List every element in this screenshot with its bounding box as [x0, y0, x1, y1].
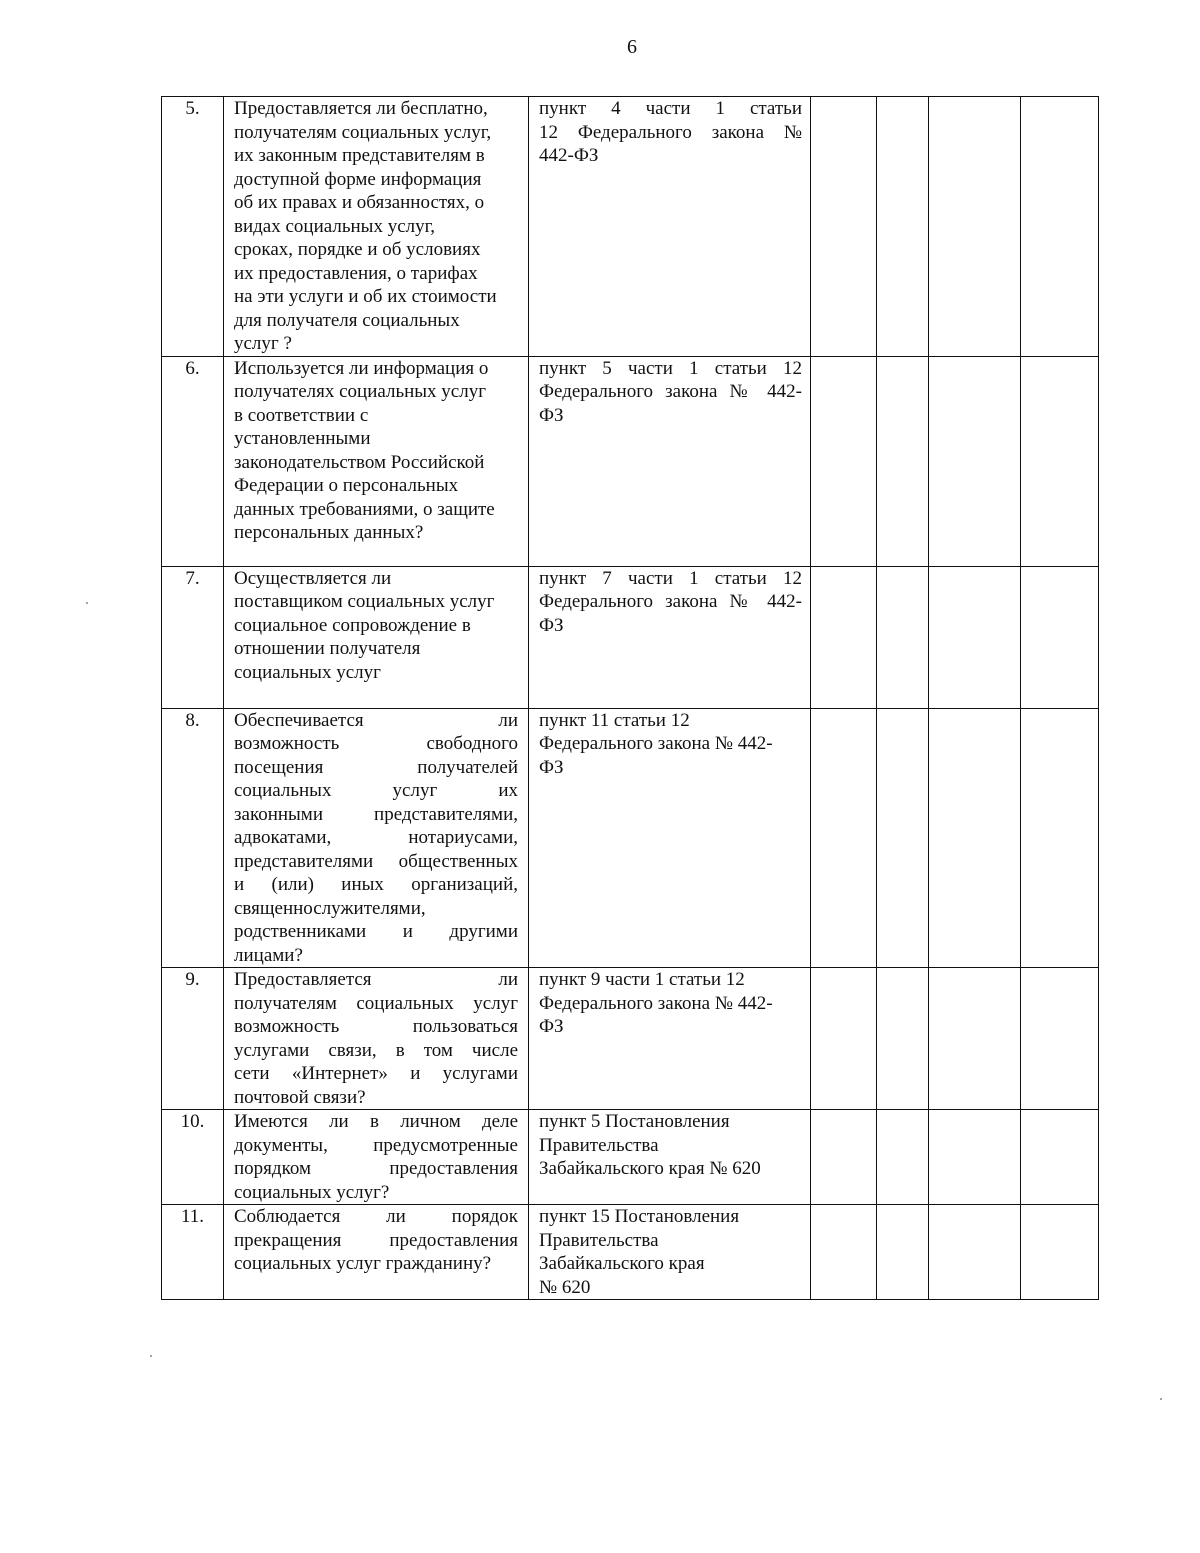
- question-line: возможность свободного: [234, 733, 518, 754]
- legal-basis-line: ФЗ: [539, 756, 564, 778]
- legal-basis-line: Правительства: [539, 1134, 659, 1156]
- empty-answer-cell: [811, 566, 877, 708]
- question-line: получателям социальных услуг,: [234, 121, 492, 143]
- row-number: 11.: [162, 1205, 224, 1300]
- row-number: 10.: [162, 1110, 224, 1205]
- empty-answer-cell: [811, 708, 877, 968]
- empty-answer-cell: [929, 708, 1021, 968]
- question-line: видах социальных услуг,: [234, 215, 436, 237]
- question-line: лицами?: [234, 944, 303, 966]
- legal-basis-line: ФЗ: [539, 1016, 564, 1037]
- empty-answer-cell: [811, 1110, 877, 1205]
- empty-answer-cell: [929, 1110, 1021, 1205]
- empty-answer-cell: [929, 1205, 1021, 1300]
- empty-answer-cell: [1021, 1205, 1099, 1300]
- legal-basis-line: ФЗ: [539, 614, 564, 636]
- question-line: в соответствии с: [234, 404, 369, 426]
- question-line: законодательством Российской: [234, 451, 485, 473]
- legal-basis-line: пункт 5 Постановления: [539, 1111, 730, 1132]
- question-line: услуг ?: [234, 333, 292, 354]
- empty-answer-cell: [1021, 566, 1099, 708]
- question-line: почтовой связи?: [234, 1086, 366, 1108]
- checklist-table: [161, 96, 1099, 1300]
- question-line: установленными: [234, 428, 371, 449]
- empty-answer-cell: [1021, 708, 1099, 968]
- empty-answer-cell: [1021, 968, 1099, 1110]
- legal-basis-line: Федерального закона № 442-: [539, 591, 802, 612]
- table-row: [162, 97, 1099, 357]
- question-cell: [224, 97, 529, 357]
- empty-answer-cell: [929, 97, 1021, 357]
- legal-basis-cell: [529, 1110, 811, 1205]
- question-line: данных требованиями, о защите: [234, 498, 495, 520]
- legal-basis-line: 442-ФЗ: [539, 145, 599, 166]
- question-line: Осуществляется ли: [234, 567, 392, 589]
- question-line: об их правах и обязанностях, о: [234, 192, 485, 213]
- question-line: законными представителями,: [234, 803, 518, 825]
- question-line: социальное сопровождение в: [234, 614, 471, 636]
- empty-answer-cell: [877, 708, 929, 968]
- legal-basis-line: ФЗ: [539, 404, 564, 426]
- question-line: получателях социальных услуг: [234, 381, 487, 402]
- question-line: Предоставляется ли бесплатно,: [234, 98, 488, 119]
- legal-basis-line: Федерального закона № 442-: [539, 992, 773, 1014]
- question-line: сети «Интернет» и услугами: [234, 1063, 518, 1084]
- question-line: Обеспечивается ли: [234, 709, 518, 731]
- row-number: 8.: [162, 708, 224, 968]
- empty-answer-cell: [877, 1110, 929, 1205]
- table-row: [162, 968, 1099, 1110]
- empty-answer-cell: [877, 1205, 929, 1300]
- legal-basis-line: № 620: [539, 1276, 591, 1298]
- legal-basis-line: пункт 4 части 1 статьи: [539, 98, 802, 119]
- empty-answer-cell: [1021, 356, 1099, 566]
- question-line: Используется ли информация о: [234, 357, 489, 379]
- empty-answer-cell: [929, 356, 1021, 566]
- question-line: Соблюдается ли порядок: [234, 1206, 518, 1227]
- empty-answer-cell: [1021, 97, 1099, 357]
- question-line: получателям социальных услуг: [234, 992, 518, 1014]
- question-line: родственниками и другими: [234, 921, 518, 942]
- legal-basis-line: пункт 11 статьи 12: [539, 709, 690, 731]
- question-line: поставщиком социальных услуг: [234, 591, 495, 612]
- legal-basis-cell: [529, 97, 811, 357]
- question-line: для получателя социальных: [234, 309, 460, 331]
- table-row: [162, 1205, 1099, 1300]
- question-line: священнослужителями,: [234, 897, 426, 919]
- empty-answer-cell: [811, 356, 877, 566]
- legal-basis-line: Забайкальского края № 620: [539, 1158, 761, 1179]
- row-number: 7.: [162, 566, 224, 708]
- empty-answer-cell: [877, 968, 929, 1110]
- question-line: и (или) иных организаций,: [234, 874, 518, 895]
- question-line: документы, предусмотренные: [234, 1134, 518, 1156]
- row-number: 9.: [162, 968, 224, 1110]
- empty-answer-cell: [811, 968, 877, 1110]
- question-line: их законным представителям в: [234, 145, 485, 166]
- question-line: порядком предоставления: [234, 1158, 518, 1179]
- legal-basis-line: Федерального закона № 442-: [539, 733, 773, 754]
- legal-basis-cell: [529, 566, 811, 708]
- question-line: услугами связи, в том числе: [234, 1039, 518, 1061]
- question-line: доступной форме информация: [234, 168, 482, 190]
- question-line: Предоставляется ли: [234, 969, 518, 990]
- question-cell: [224, 1110, 529, 1205]
- legal-basis-line: Федерального закона № 442-: [539, 381, 802, 402]
- question-line: социальных услуг их: [234, 780, 518, 801]
- row-number: 6.: [162, 356, 224, 566]
- question-line: на эти услуги и об их стоимости: [234, 286, 497, 307]
- question-line: Имеются ли в личном деле: [234, 1111, 518, 1132]
- question-line: Федерации о персональных: [234, 475, 459, 496]
- question-line: социальных услуг гражданину?: [234, 1253, 492, 1274]
- legal-basis-line: пункт 9 части 1 статьи 12: [539, 969, 745, 990]
- table-row: [162, 1110, 1099, 1205]
- table-row: [162, 708, 1099, 968]
- legal-basis-cell: [529, 968, 811, 1110]
- question-line: прекращения предоставления: [234, 1229, 518, 1251]
- question-cell: [224, 708, 529, 968]
- empty-answer-cell: [877, 566, 929, 708]
- legal-basis-cell: [529, 708, 811, 968]
- question-line: социальных услуг?: [234, 1181, 390, 1203]
- question-cell: [224, 968, 529, 1110]
- row-number: 5.: [162, 97, 224, 357]
- legal-basis-line: пункт 5 части 1 статьи 12: [539, 357, 802, 379]
- empty-answer-cell: [1021, 1110, 1099, 1205]
- question-line: возможность пользоваться: [234, 1016, 518, 1037]
- legal-basis-line: 12 Федерального закона №: [539, 121, 802, 143]
- legal-basis-cell: [529, 356, 811, 566]
- question-line: представителями общественных: [234, 850, 518, 872]
- question-line: их предоставления, о тарифах: [234, 262, 478, 284]
- scan-speck: [86, 602, 88, 604]
- table-row: [162, 356, 1099, 566]
- empty-answer-cell: [877, 356, 929, 566]
- question-line: персональных данных?: [234, 522, 424, 543]
- question-cell: [224, 1205, 529, 1300]
- empty-answer-cell: [811, 1205, 877, 1300]
- scan-speck: [150, 1355, 152, 1357]
- empty-answer-cell: [811, 97, 877, 357]
- empty-answer-cell: [877, 97, 929, 357]
- question-cell: [224, 566, 529, 708]
- empty-answer-cell: [929, 566, 1021, 708]
- legal-basis-line: Забайкальского края: [539, 1253, 705, 1274]
- legal-basis-line: Правительства: [539, 1229, 659, 1251]
- question-cell: [224, 356, 529, 566]
- legal-basis-cell: [529, 1205, 811, 1300]
- legal-basis-line: пункт 7 части 1 статьи 12: [539, 567, 802, 589]
- legal-basis-line: пункт 15 Постановления: [539, 1206, 740, 1227]
- question-line: сроках, порядке и об условиях: [234, 239, 481, 260]
- question-line: отношении получателя: [234, 638, 421, 659]
- question-line: социальных услуг: [234, 661, 381, 683]
- table-row: [162, 566, 1099, 708]
- page-number: 6: [627, 36, 637, 58]
- table-body: [162, 97, 1099, 1300]
- question-line: посещения получателей: [234, 756, 518, 778]
- empty-answer-cell: [929, 968, 1021, 1110]
- scan-speck: [1160, 1398, 1162, 1400]
- question-line: адвокатами, нотариусами,: [234, 827, 518, 848]
